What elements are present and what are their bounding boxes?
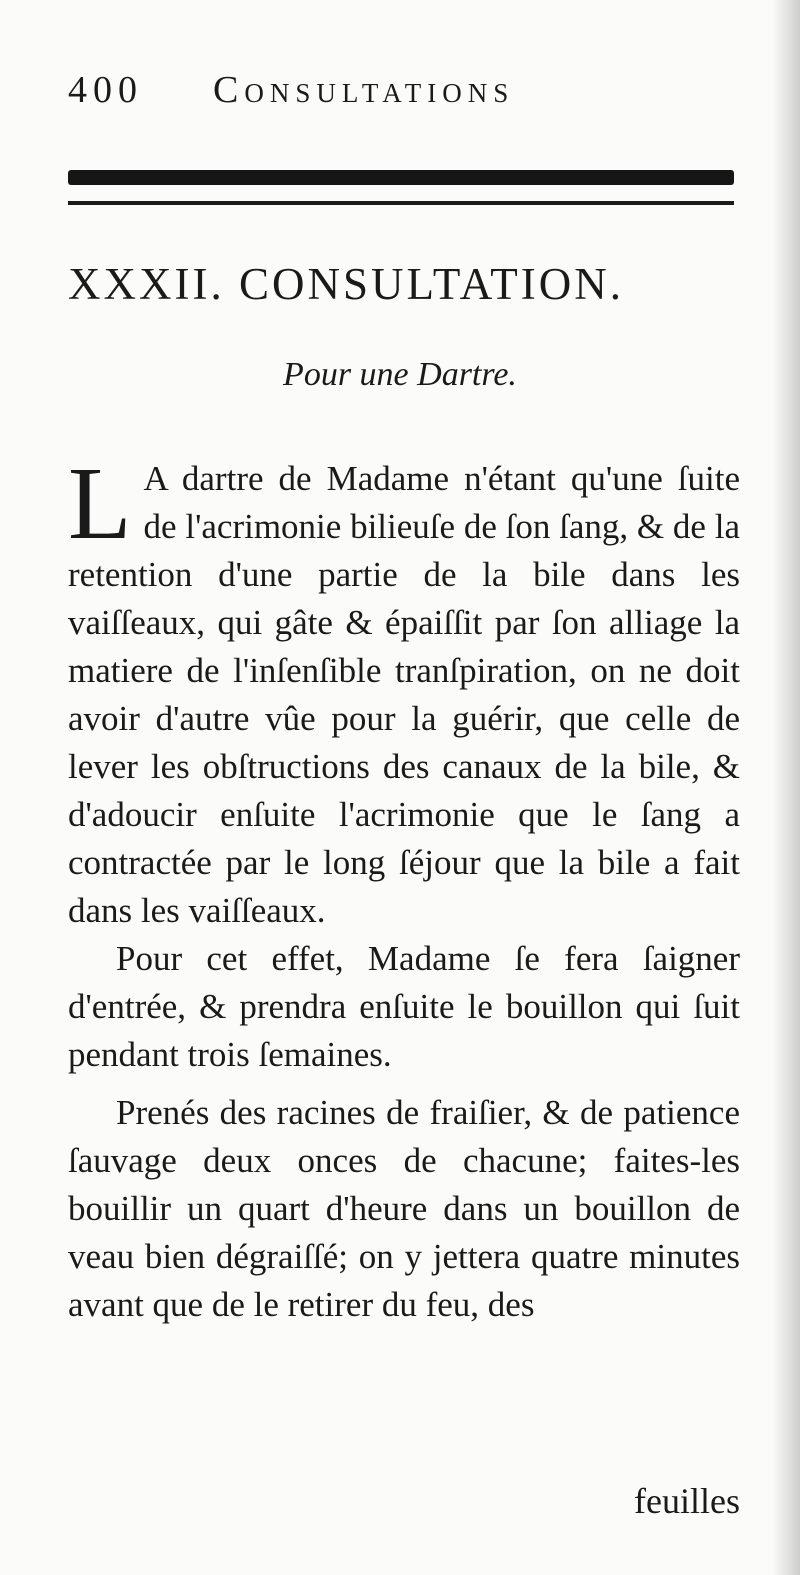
running-head (68, 68, 738, 118)
section-subtitle: Pour une Dartre. (283, 356, 517, 393)
drop-cap: L (68, 446, 132, 561)
paragraph-3: Prenés des racines de fraiſier, & de patience ſauvage deux onces de chacune; faites-les bouillir un quart d'heure dans un bouillon de veau bien dégraiſſé; on y jettera quatre minutes avant que de le retirer du feu, des (68, 1093, 740, 1324)
section-title: XXXII. CONSULTATION. (68, 259, 624, 309)
header-rule-thick (68, 170, 734, 185)
paragraph-2: Pour cet effet, Madame ſe fera ſaigner d'entrée, & prendra enſuite le bouillon qui ſuit pendant trois ſemaines. (68, 939, 740, 1074)
paragraph-1 (68, 446, 740, 935)
header-rule-thin (68, 201, 734, 205)
page-number: 400 (68, 69, 143, 111)
page-edge-shadow (772, 0, 800, 1575)
catchword: feuilles (634, 1481, 740, 1521)
running-title: Consultations (213, 69, 515, 111)
paragraph-1-text: A dartre de Madame n'étant qu'une ſuite de l'acrimonie bilieuſe de ſon ſang, & de la retention d'une partie de la bile dans les vaiſſeaux, qui gâte & épaiſſit par ſon alliage la matiere de l'inſenſible tranſpiration, on ne doit avoir d'autre vûe pour la guérir, que celle de lever les obſtructions des canaux de la bile, & d'adoucir enſuite l'acrimonie que le ſang a contractée par le long ſéjour que la bile a fait dans les vaiſſeaux. (68, 459, 740, 930)
body-text (68, 446, 740, 1329)
